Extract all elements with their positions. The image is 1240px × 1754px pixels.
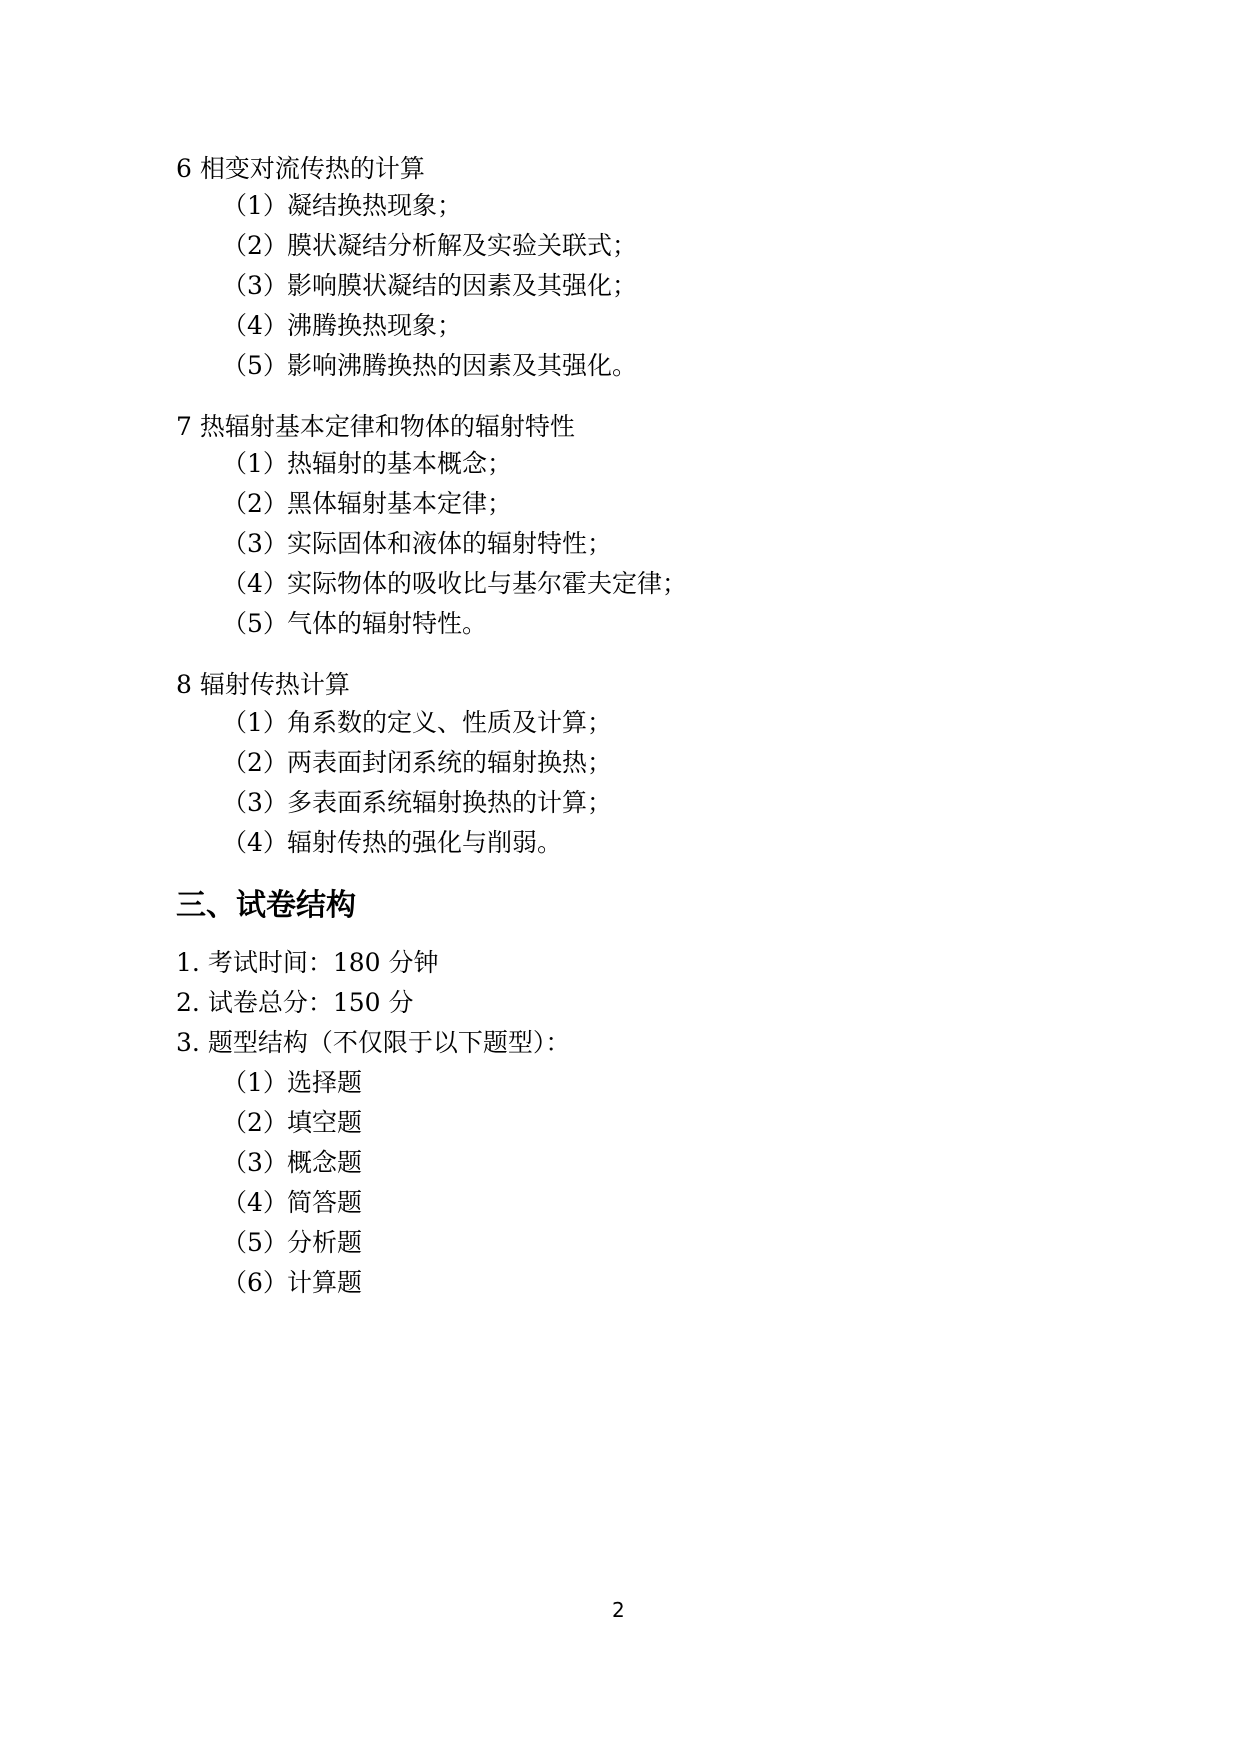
list-item: 2. 试卷总分：150 分: [176, 988, 414, 1017]
list-item: （1）热辐射的基本概念；: [222, 449, 513, 478]
list-item: （3）影响膜状凝结的因素及其强化；: [222, 271, 638, 300]
list-item: 1. 考试时间：180 分钟: [176, 948, 439, 977]
list-item: （2）黑体辐射基本定律；: [222, 489, 513, 518]
list-item: （1）凝结换热现象；: [222, 191, 463, 220]
list-item: （5）气体的辐射特性。: [222, 609, 488, 638]
list-item: （4）实际物体的吸收比与基尔霍夫定律；: [222, 569, 688, 598]
list-item: （6）计算题: [222, 1268, 363, 1297]
list-item: （3）多表面系统辐射换热的计算；: [222, 788, 613, 817]
list-item: （3）概念题: [222, 1148, 363, 1177]
section-7-title: [176, 412, 575, 442]
exam-structure-heading: 三、试卷结构: [176, 888, 356, 923]
section-8-title: [176, 670, 350, 700]
list-item: （5）影响沸腾换热的因素及其强化。: [222, 351, 638, 380]
list-item: （1）选择题: [222, 1068, 363, 1097]
list-item: （4）沸腾换热现象；: [222, 311, 463, 340]
list-item: （2）两表面封闭系统的辐射换热；: [222, 748, 613, 777]
list-item: （2）填空题: [222, 1108, 363, 1137]
list-item: （4）简答题: [222, 1188, 363, 1217]
list-item: （3）实际固体和液体的辐射特性；: [222, 529, 613, 558]
section-title-text: 相变对流传热的计算: [199, 154, 425, 183]
section-number: 8: [176, 670, 192, 699]
list-item: （2）膜状凝结分析解及实验关联式；: [222, 231, 638, 260]
section-6-title: [176, 154, 425, 184]
section-title-text: 辐射传热计算: [199, 670, 350, 699]
page-number: 2: [612, 1598, 625, 1622]
list-item: 3. 题型结构（不仅限于以下题型）：: [176, 1028, 571, 1057]
section-number: 7: [176, 412, 192, 441]
section-title-text: 热辐射基本定律和物体的辐射特性: [199, 412, 575, 441]
list-item: （1）角系数的定义、性质及计算；: [222, 708, 613, 737]
list-item: （5）分析题: [222, 1228, 363, 1257]
section-number: 6: [176, 154, 192, 183]
list-item: （4）辐射传热的强化与削弱。: [222, 828, 563, 857]
